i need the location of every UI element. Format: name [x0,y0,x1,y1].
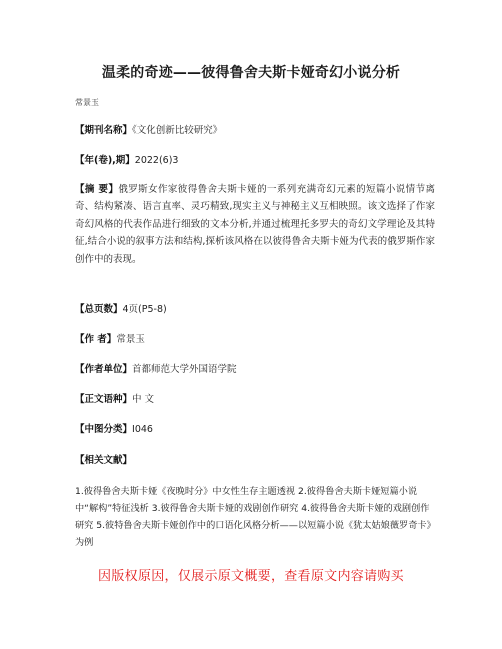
journal-value: 《文化创新比较研究》 [132,125,223,136]
classification-field [75,421,435,438]
unit-field [75,361,435,378]
classification-value: I046 [132,424,153,435]
unit-value: 首都师范大学外国语学院 [132,364,237,375]
author-byline: 常景玉 [75,98,99,107]
abstract-text: 俄罗斯女作家彼得鲁舍夫斯卡娅的一系列充满奇幻元素的短篇小说情节离奇、结构紧凑、语言直率、灵巧精致,现实主义与神秘主义互相映照。该文选择了作家奇幻风格的代表作品进行细致的文本分析,并通过梳理托多罗夫的奇幻文学理论及其特征,结合小说的叙事方法和结构,探析该风格在以彼得鲁舍夫斯卡娅为代表的俄罗斯作家创作中的表现。 [75,184,435,265]
abstract-field [75,181,435,268]
year-issue-value: 2022(6)3 [134,155,179,166]
authors-label: 【作 者】 [75,334,117,345]
abstract-label: 【摘 要】 [75,184,119,195]
pages-value: 4页(P5-8) [122,304,167,315]
pages-label: 【总页数】 [75,304,123,315]
pages-field [75,301,435,318]
unit-label: 【作者单位】 [75,364,133,375]
copyright-notice: 因版权原因，仅展示原文概要，查看原文内容请购买 [98,569,404,584]
language-value: 中 文 [132,394,155,405]
authors-field [75,331,435,348]
year-issue-label: 【年(卷),期】 [75,155,135,166]
language-field [75,391,435,408]
related-heading [75,452,435,469]
authors-value: 常景玉 [116,334,145,345]
related-list: 1.彼得鲁舍夫斯卡娅《夜晚时分》中女性生存主题透视 2.彼得鲁舍夫斯卡娅短篇小说中“解构”特征浅析 3.彼得鲁舍夫斯卡娅的戏剧创作研究 4.彼得鲁舍夫斯卡娅的戏剧创作研究 5.彼特鲁舍夫斯卡娅创作中的口语化风格分析——以短篇小说《犹太姑娘薇罗奇卡》为例 [75,486,436,548]
related-label: 【相关文献】 [75,455,133,466]
journal-field [75,122,435,139]
article-title: 温柔的奇迹——彼得鲁舍夫斯卡娅奇幻小说分析 [101,65,401,81]
year-issue-field [75,152,435,169]
classification-label: 【中图分类】 [75,424,133,435]
journal-label: 【期刊名称】 [75,125,133,136]
language-label: 【正文语种】 [75,394,133,405]
